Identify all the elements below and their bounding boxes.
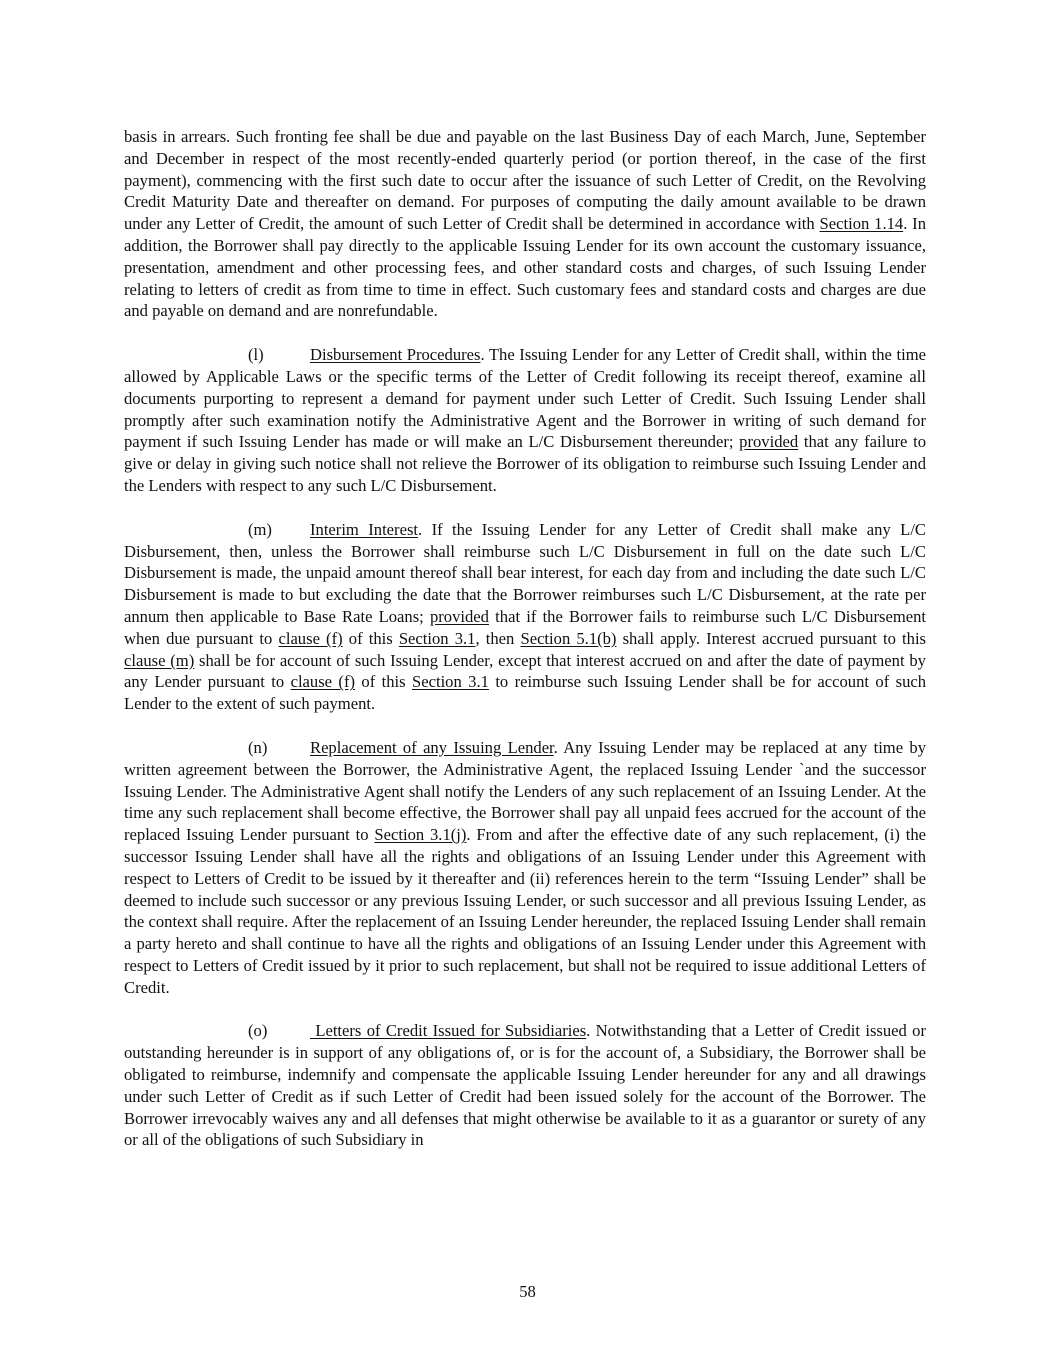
clause-label: (l): [248, 345, 264, 365]
paragraph-n: [124, 737, 926, 999]
text: that if the Borrower fails to reimburse such L/C Disbursement when due pursuant to: [124, 606, 926, 648]
paragraph-intro: [124, 126, 926, 322]
section-reference: Section 1.14: [819, 214, 904, 234]
provided-term: provided: [739, 432, 799, 452]
clause-label: (m): [248, 519, 272, 539]
paragraph-o: [124, 1020, 926, 1151]
clause-reference: clause (f): [290, 672, 356, 692]
paragraph-lead: [124, 1020, 310, 1042]
text: of this: [355, 672, 412, 692]
clause-heading: Letters of Credit Issued for Subsidiaries: [310, 1021, 587, 1041]
clause-heading: Disbursement Procedures: [310, 345, 481, 365]
text: . If the Issuing Lender for any Letter of Credit shall make any L/C Disbursement, then, unless the Borrower shall reimburse such L/C Disbursement in full on the date such L/C Disbursement is made, the unpaid amount thereof shall bear interest, for each day from and including the date such L/C Disbursement is made to but excluding the date that the Borrower reimburses such L/C Disbursement, at the rate per annum then applicable to Base Rate Loans;: [124, 519, 926, 626]
text: . From and after the effective date of any such replacement, (i) the successor Issuing Lender shall have all the rights and obligations of an Issuing Lender under this Agreement with respect to Letters of Credit to be issued by it thereafter and (ii) references herein to the term “Issuing Lender” shall be deemed to include such successor or any previous Issuing Lender, or such successor and all previous Issuing Lender, as the context shall require. After the replacement of an Issuing Lender hereunder, the replaced Issuing Lender shall remain a party hereto and shall continue to have all the rights and obligations of an Issuing Lender under this Agreement with respect to Letters of Credit issued by it prior to such replacement, but shall not be required to issue additional Letters of Credit.: [124, 825, 926, 997]
text: . Notwithstanding that a Letter of Credit issued or outstanding hereunder is in support of any obligations of, or is for the account of, a Subsidiary, the Borrower shall be obligated to reimburse, indemnify and compensate the applicable Issuing Lender hereunder for any and all drawings under such Letter of Credit as if such Letter of Credit had been issued solely for the account of the Borrower. The Borrower irrevocably waives any and all defenses that might otherwise be available to it as a guarantor or surety of any or all of the obligations of such Subsidiary in: [124, 1021, 926, 1150]
text: of this: [342, 628, 399, 648]
clause-reference: clause (f): [278, 628, 343, 648]
text: to reimburse such Issuing Lender shall be for account of such Lender to the extent of such payment.: [124, 672, 927, 714]
text: that any failure to give or delay in giving such notice shall not relieve the Borrower of its obligation to reimburse such Issuing Lender and the Lenders with respect to any such L/C Disbursement.: [124, 432, 926, 495]
clause-label: (o): [248, 1021, 268, 1041]
page-number: 58: [519, 1282, 536, 1301]
clause-heading: Interim Interest: [310, 519, 419, 539]
paragraph-lead: [124, 737, 310, 759]
text: basis in arrears. Such fronting fee shall be due and payable on the last Business Day of each March, June, September and December in respect of the most recently-ended quarterly period (or portion thereof, in the case of the first payment), commencing with the first such date to occur after the issuance of such Letter of Credit, on the Revolving Credit Maturity Date and thereafter on demand. For purposes of computing the daily amount available to be drawn under any Letter of Credit, the amount of such Letter of Credit shall be determined in accordance with: [124, 127, 926, 234]
paragraph-lead: [124, 519, 310, 541]
clause-label: (n): [248, 737, 268, 757]
document-page: [124, 126, 926, 1173]
section-reference: Section 5.1(b): [520, 628, 617, 648]
text: . In addition, the Borrower shall pay directly to the applicable Issuing Lender for its own account the customary issuance, presentation, amendment and other processing fees, and other standard costs and charges, of such Issuing Lender relating to letters of credit as from time to time in effect. Such customary fees and standard costs and charges are due and payable on demand and are nonrefundable.: [124, 214, 926, 321]
paragraph-m: [124, 519, 926, 715]
text: shall be for account of such Issuing Lender, except that interest accrued on and after the date of payment by any Lender pursuant to: [124, 650, 926, 692]
section-reference: Section 3.1: [412, 672, 489, 692]
text: shall apply. Interest accrued pursuant to this: [616, 628, 927, 648]
text: . The Issuing Lender for any Letter of Credit shall, within the time allowed by Applicable Laws or the specific terms of the Letter of Credit following its receipt thereof, examine all documents purporting to represent a demand for payment under such Letter of Credit. Such Issuing Lender shall promptly after such examination notify the Administrative Agent and the Borrower in writing of such demand for payment if such Issuing Lender has made or will make an L/C Disbursement thereunder;: [124, 345, 926, 452]
paragraph-lead: [124, 344, 310, 366]
text: . Any Issuing Lender may be replaced at any time by written agreement between the Borrower, the Administrative Agent, the replaced Issuing Lender `and the successor Issuing Lender. The Administrative Agent shall notify the Lenders of any such replacement of an Issuing Lender. At the time any such replacement shall become effective, the Borrower shall pay all unpaid fees accrued for the account of the replaced Issuing Lender pursuant to: [124, 737, 926, 845]
provided-term: provided: [429, 606, 489, 626]
clause-reference: clause (m): [124, 650, 195, 670]
text: , then: [475, 628, 521, 648]
paragraph-l: [124, 344, 926, 497]
section-reference: Section 3.1: [398, 628, 476, 648]
section-reference: Section 3.1(j): [374, 825, 467, 845]
clause-heading: Replacement of any Issuing Lender: [310, 737, 554, 757]
